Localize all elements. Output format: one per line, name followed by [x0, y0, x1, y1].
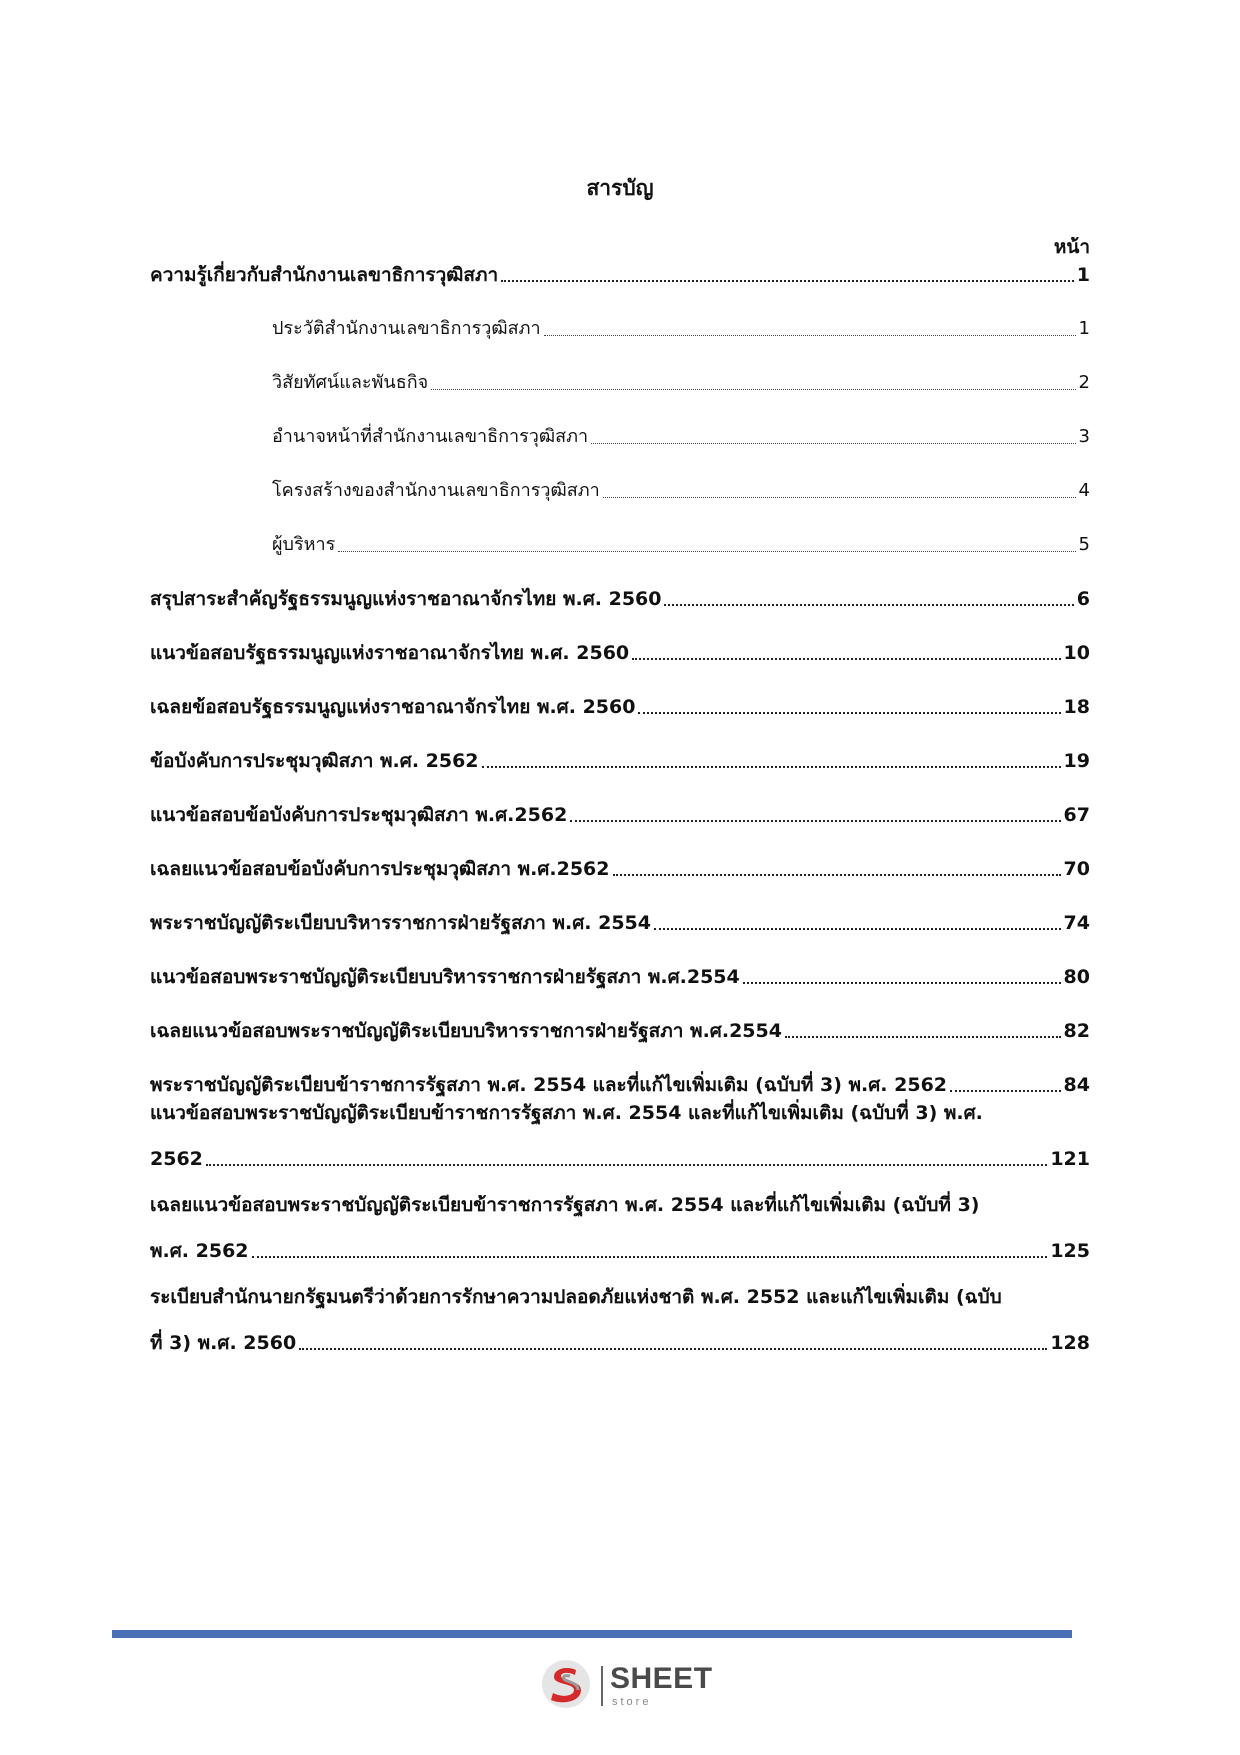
footer-divider [112, 1630, 1072, 1638]
toc-dot-leader [338, 551, 1075, 552]
toc-page-number: 4 [1078, 480, 1090, 501]
toc-page-number: 19 [1063, 750, 1090, 772]
toc-dot-leader [482, 766, 1061, 768]
toc-entry[interactable] [150, 1018, 1090, 1044]
toc-entry[interactable] [150, 910, 1090, 936]
toc-entry[interactable] [150, 1284, 1090, 1356]
toc-entry-title: แนวข้อสอบข้อบังคับการประชุมวุฒิสภา พ.ศ.2562 [150, 804, 568, 826]
toc-dot-leader [613, 874, 1061, 876]
toc-dot-leader [743, 982, 1061, 984]
toc-page-number: 3 [1078, 426, 1090, 447]
toc-entry-title: แนวข้อสอบพระราชบัญญัติระเบียบบริหารราชการฝ่ายรัฐสภา พ.ศ.2554 [150, 966, 740, 988]
toc-page-number: 125 [1050, 1240, 1090, 1262]
toc-entry-title: วิสัยทัศน์และพันธกิจ [272, 372, 429, 393]
toc-dot-leader [632, 658, 1060, 660]
toc-subentry[interactable] [272, 424, 1090, 450]
toc-dot-leader [950, 1090, 1061, 1092]
toc-page-number: 128 [1050, 1332, 1090, 1354]
toc-dot-leader [603, 497, 1076, 498]
page-title: สารบัญ [586, 176, 654, 200]
toc-dot-leader [544, 335, 1076, 336]
toc-page-number: 70 [1063, 858, 1090, 880]
toc-entry-title: โครงสร้างของสำนักงานเลขาธิการวุฒิสภา [272, 480, 600, 501]
toc-dot-leader [570, 820, 1060, 822]
toc-dot-leader [501, 280, 1074, 282]
toc-entry[interactable] [150, 748, 1090, 774]
toc-page-number: 80 [1063, 966, 1090, 988]
toc-subentry[interactable] [272, 478, 1090, 504]
toc-entry-title: ความรู้เกี่ยวกับสำนักงานเลขาธิการวุฒิสภา [150, 264, 499, 286]
sheet-store-logo [540, 1658, 713, 1712]
toc-subentry[interactable] [272, 316, 1090, 342]
toc-entry-title: เฉลยข้อสอบรัฐธรรมนูญแห่งราชอาณาจักรไทย พ.ศ. 2560 [150, 696, 636, 718]
toc-dot-leader [664, 604, 1073, 606]
toc-entry-title: แนวข้อสอบรัฐธรรมนูญแห่งราชอาณาจักรไทย พ.ศ. 2560 [150, 642, 630, 664]
toc-entry[interactable] [150, 1100, 1090, 1172]
toc-entry[interactable] [150, 802, 1090, 828]
toc-dot-leader [654, 928, 1061, 930]
toc-dot-leader [591, 443, 1075, 444]
toc-page-number: 1 [1078, 318, 1090, 339]
toc-entry-title: ผู้บริหาร [272, 534, 336, 555]
toc-entry-title: ที่ 3) พ.ศ. 2560 [150, 1332, 297, 1354]
toc-page-number: 82 [1063, 1020, 1090, 1042]
toc-entry[interactable] [150, 586, 1090, 612]
toc-dot-leader [252, 1256, 1048, 1258]
toc-entry[interactable] [150, 856, 1090, 882]
toc-page-number: 18 [1063, 696, 1090, 718]
toc-page-number: 5 [1078, 534, 1090, 555]
toc-entry-title: พระราชบัญญัติระเบียบข้าราชการรัฐสภา พ.ศ. 2554 และที่แก้ไขเพิ่มเติม (ฉบับที่ 3) พ.ศ. 2562 [150, 1074, 948, 1096]
toc-entry-title: พระราชบัญญัติระเบียบบริหารราชการฝ่ายรัฐสภา พ.ศ. 2554 [150, 912, 651, 934]
toc-page-number: 10 [1063, 642, 1090, 664]
toc-page-number: 6 [1076, 588, 1090, 610]
toc-subentry[interactable] [272, 370, 1090, 396]
page-column-header: หน้า [1053, 236, 1090, 258]
toc-dot-leader [431, 389, 1075, 390]
toc-entry-title: พ.ศ. 2562 [150, 1240, 249, 1262]
toc-entry-title: สรุปสาระสำคัญรัฐธรรมนูญแห่งราชอาณาจักรไทย พ.ศ. 2560 [150, 588, 662, 610]
logo-text: SHEET [610, 1662, 713, 1695]
toc-page-number: 121 [1050, 1148, 1090, 1170]
sheet-store-logo-icon [540, 1658, 592, 1710]
toc-entry-title: ข้อบังคับการประชุมวุฒิสภา พ.ศ. 2562 [150, 750, 479, 772]
logo-separator [601, 1666, 603, 1706]
toc-page-number: 74 [1063, 912, 1090, 934]
toc-dot-leader [299, 1348, 1047, 1350]
toc-subentry[interactable] [272, 532, 1090, 558]
toc-page-number: 1 [1076, 264, 1090, 286]
toc-page-number: 84 [1063, 1074, 1090, 1096]
toc-entry[interactable] [150, 1192, 1090, 1264]
toc-entry-title: อำนาจหน้าที่สำนักงานเลขาธิการวุฒิสภา [272, 426, 589, 447]
toc-entry[interactable] [150, 262, 1090, 288]
toc-entry[interactable] [150, 694, 1090, 720]
toc-page-number: 67 [1063, 804, 1090, 826]
toc-entry[interactable] [150, 964, 1090, 990]
toc-dot-leader [785, 1036, 1061, 1038]
toc-page-number: 2 [1078, 372, 1090, 393]
toc-dot-leader [206, 1164, 1047, 1166]
toc-entry-title-line1: ระเบียบสำนักนายกรัฐมนตรีว่าด้วยการรักษาความปลอดภัยแห่งชาติ พ.ศ. 2552 และแก้ไขเพิ่มเติม (ฉบับ [150, 1286, 1002, 1308]
logo-subtext: store [612, 1696, 652, 1708]
toc-entry-title: เฉลยแนวข้อสอบพระราชบัญญัติระเบียบบริหารราชการฝ่ายรัฐสภา พ.ศ.2554 [150, 1020, 782, 1042]
toc-entry[interactable] [150, 640, 1090, 666]
toc-entry-title-line1: แนวข้อสอบพระราชบัญญัติระเบียบข้าราชการรัฐสภา พ.ศ. 2554 และที่แก้ไขเพิ่มเติม (ฉบับที่ 3) พ.ศ. [150, 1102, 983, 1124]
toc-dot-leader [638, 712, 1060, 714]
toc-entry-title-line1: เฉลยแนวข้อสอบพระราชบัญญัติระเบียบข้าราชการรัฐสภา พ.ศ. 2554 และที่แก้ไขเพิ่มเติม (ฉบับที่ 3) [150, 1194, 980, 1216]
toc-entry-title: เฉลยแนวข้อสอบข้อบังคับการประชุมวุฒิสภา พ.ศ.2562 [150, 858, 610, 880]
toc-entry-title: 2562 [150, 1148, 203, 1170]
toc-entry[interactable] [150, 1072, 1090, 1098]
toc-entry-title: ประวัติสำนักงานเลขาธิการวุฒิสภา [272, 318, 541, 339]
